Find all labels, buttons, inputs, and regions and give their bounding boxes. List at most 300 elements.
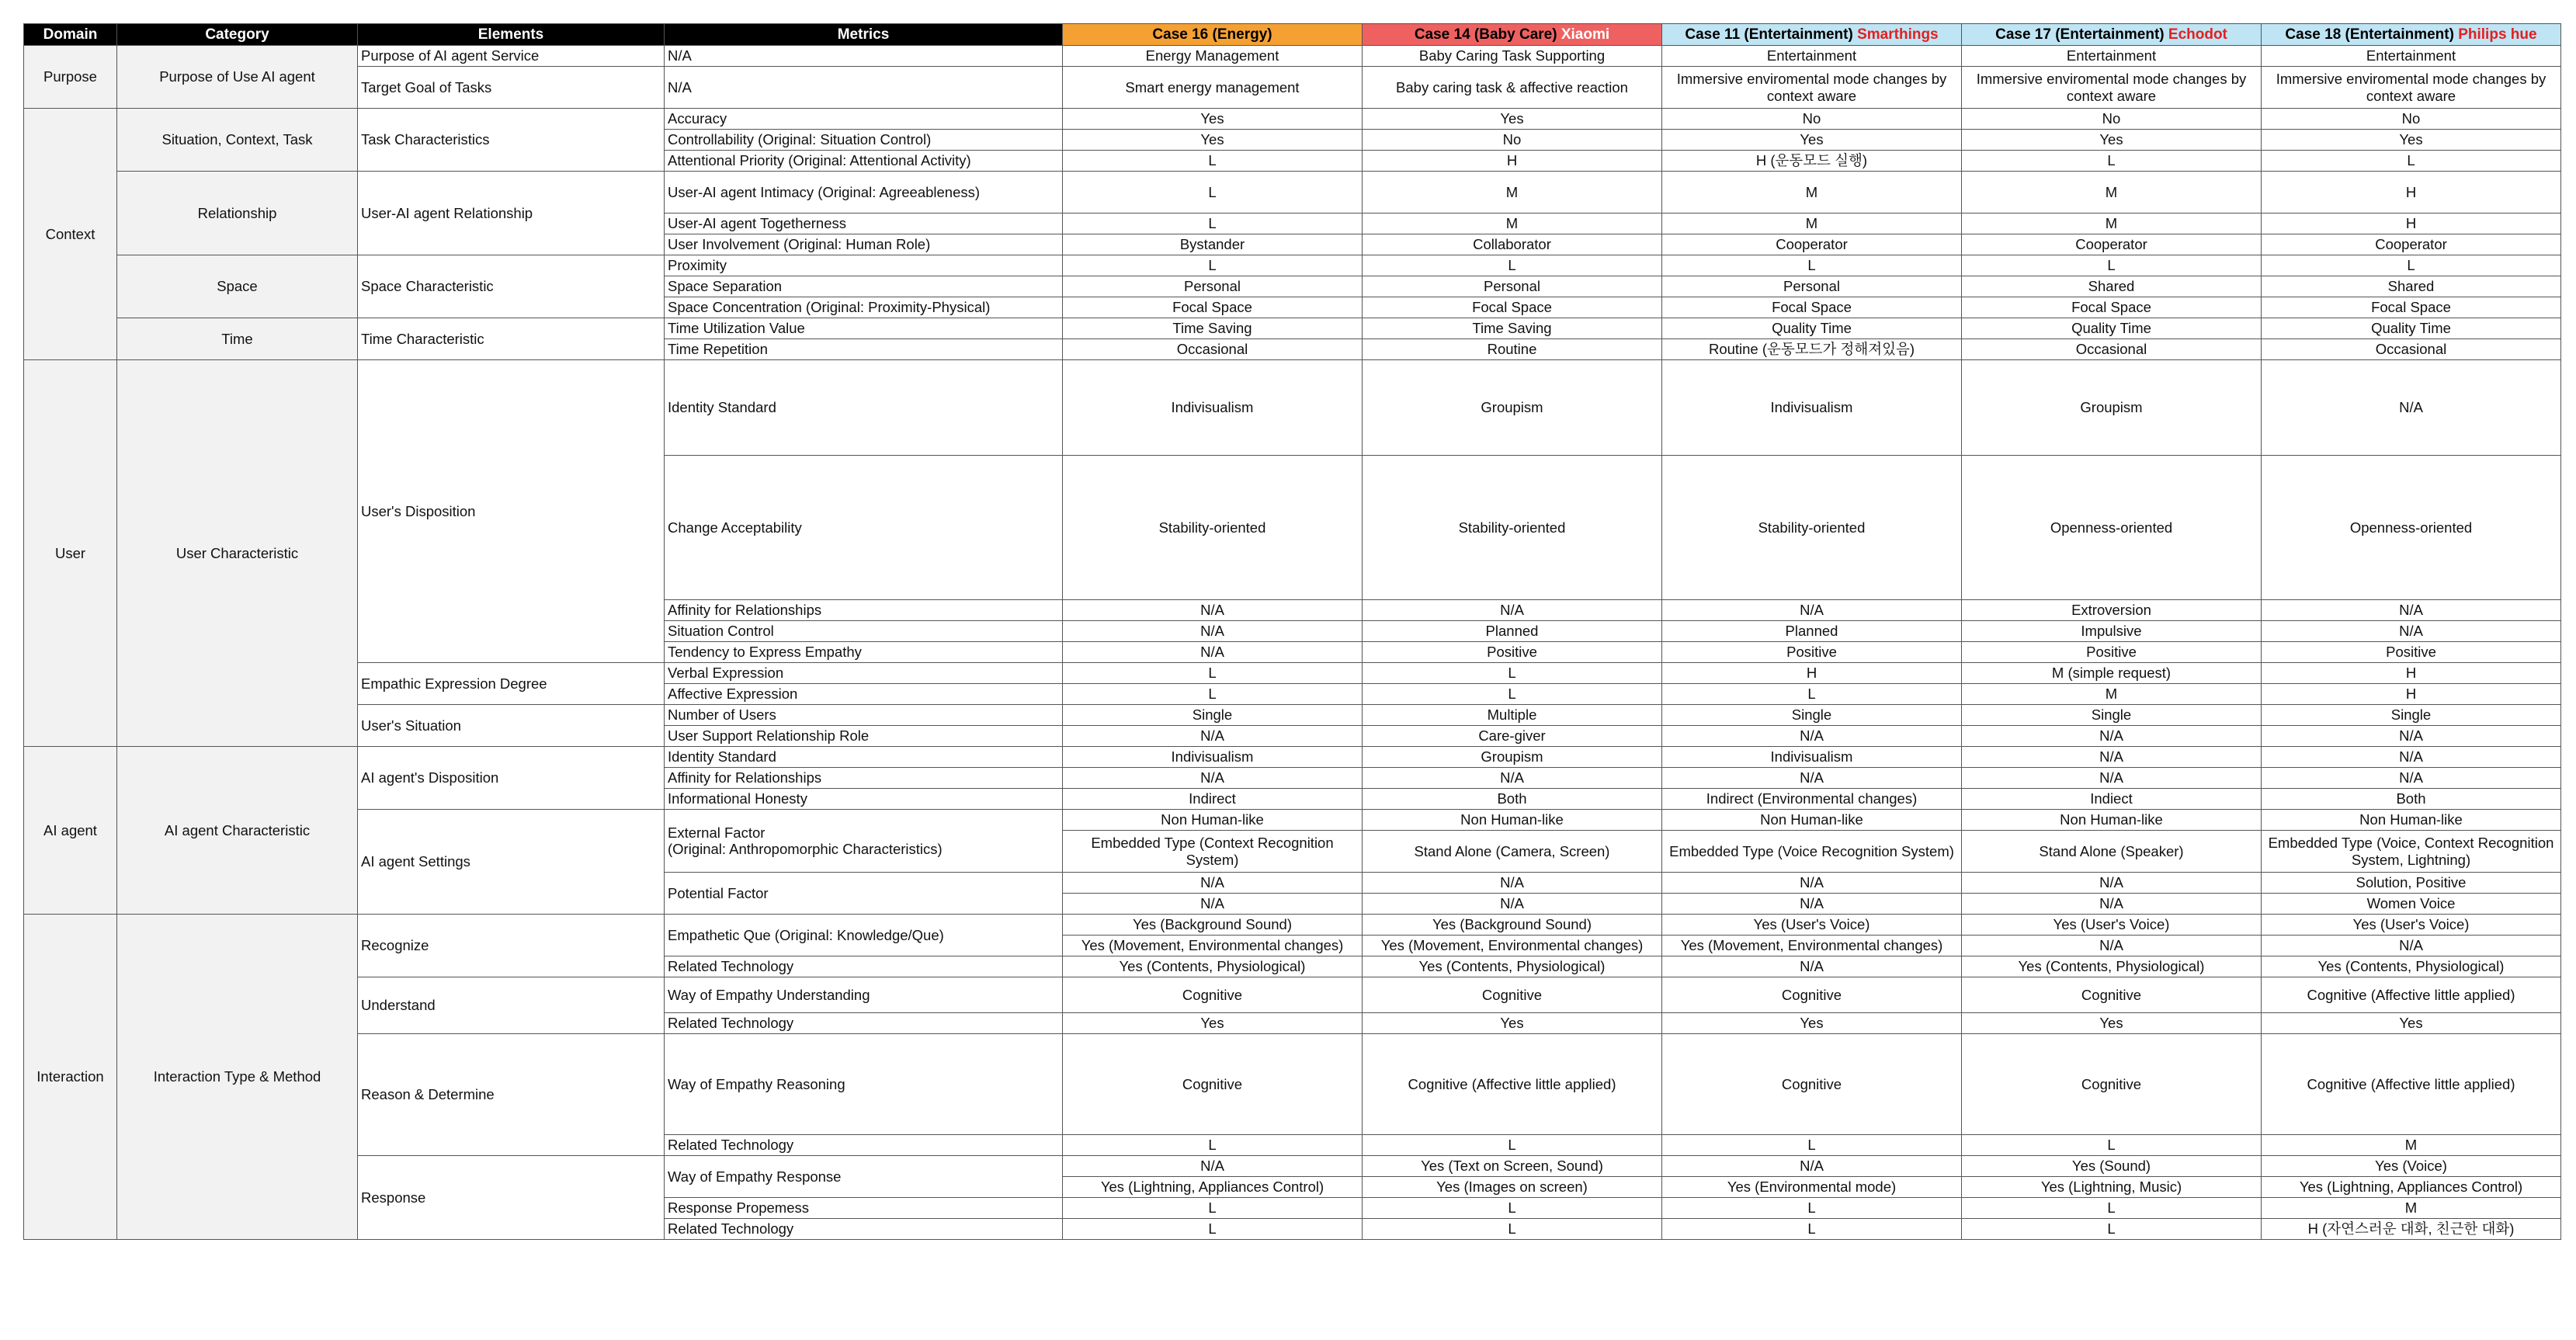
value-cell: N/A [1662, 1156, 1962, 1177]
value-cell: N/A [1662, 768, 1962, 789]
metric-cell: Space Concentration (Original: Proximity-Physical) [665, 297, 1063, 318]
value-cell: Single [2262, 705, 2561, 726]
table-row [24, 46, 2561, 67]
value-cell: N/A [1063, 621, 1363, 642]
value-cell: N/A [1063, 768, 1363, 789]
value-cell: L [1063, 255, 1363, 276]
value-cell: No [1363, 130, 1662, 151]
metric-label: Potential Factor [668, 884, 769, 901]
category-cell: Interaction Type & Method [117, 915, 358, 1240]
value-cell: L [1363, 1219, 1662, 1240]
value-cell: L [1363, 1198, 1662, 1219]
value-cell: M [1363, 213, 1662, 234]
value-cell: Cognitive [1962, 1034, 2262, 1135]
value-cell: Care-giver [1363, 726, 1662, 747]
value-cell: H [1662, 663, 1962, 684]
metric-cell: Space Separation [665, 276, 1063, 297]
metric-cell: Verbal Expression [665, 663, 1063, 684]
element-cell: Understand [358, 977, 665, 1034]
value-cell: H [1363, 151, 1662, 172]
metric-cell [665, 873, 1063, 915]
value-cell: Baby Caring Task Supporting [1363, 46, 1662, 67]
value-cell: Yes (Contents, Physiological) [1962, 956, 2262, 977]
value-cell: N/A [1363, 600, 1662, 621]
table-row [24, 360, 2561, 456]
value-cell: Focal Space [1063, 297, 1363, 318]
metric-cell: Related Technology [665, 1219, 1063, 1240]
value-cell: Focal Space [1363, 297, 1662, 318]
value-cell: Yes (Voice) [2262, 1156, 2561, 1177]
value-cell: N/A [1962, 768, 2262, 789]
value-cell: Non Human-like [1063, 810, 1363, 831]
value-cell: Indivisualism [1063, 360, 1363, 456]
table-row [24, 172, 2561, 213]
metric-cell: Related Technology [665, 1013, 1063, 1034]
header-category: Category [117, 24, 358, 46]
value-cell: Bystander [1063, 234, 1363, 255]
value-cell: Shared [1962, 276, 2262, 297]
value-cell: Quality Time [1962, 318, 2262, 339]
header-domain: Domain [24, 24, 117, 46]
element-cell: Recognize [358, 915, 665, 977]
value-cell: Openness-oriented [1962, 456, 2262, 600]
header-row [24, 24, 2561, 46]
value-cell: L [1063, 1198, 1363, 1219]
table-container [23, 23, 2560, 1240]
value-cell: N/A [1063, 600, 1363, 621]
case-label: Case 17 (Entertainment) [1995, 26, 2165, 43]
value-cell: M [2262, 1135, 2561, 1156]
metric-cell: Informational Honesty [665, 789, 1063, 810]
value-cell: M [1962, 684, 2262, 705]
value-cell: N/A [1662, 956, 1962, 977]
value-cell: Openness-oriented [2262, 456, 2561, 600]
metric-label: Empathetic Que (Original: Knowledge/Que) [668, 926, 944, 943]
value-cell: Yes (Lightning, Appliances Control) [1063, 1177, 1363, 1198]
case-label: Case 11 (Entertainment) [1685, 26, 1853, 43]
value-cell: Yes [1063, 109, 1363, 130]
metric-label: (Original: Anthropomorphic Characteristics) [668, 841, 943, 857]
value-cell: N/A [1063, 894, 1363, 915]
value-cell: Yes [1363, 109, 1662, 130]
value-cell: M (simple request) [1962, 663, 2262, 684]
value-cell: Immersive enviromental mode changes by context aware [2262, 67, 2561, 109]
value-cell: Yes (Lightning, Appliances Control) [2262, 1177, 2561, 1198]
category-cell: Time [117, 318, 358, 360]
value-cell: Personal [1063, 276, 1363, 297]
value-cell: Yes [2262, 130, 2561, 151]
value-cell: Yes (Contents, Physiological) [1063, 956, 1363, 977]
value-cell: Entertainment [1662, 46, 1962, 67]
value-cell: Yes [1363, 1013, 1662, 1034]
metric-cell: Response Propemess [665, 1198, 1063, 1219]
value-cell: Yes (Movement, Environmental changes) [1063, 936, 1363, 956]
value-cell: Extroversion [1962, 600, 2262, 621]
value-cell: Cognitive (Affective little applied) [2262, 977, 2561, 1013]
metric-label: External Factor [668, 824, 766, 841]
value-cell: H (운동모드 실행) [1662, 151, 1962, 172]
value-cell: Yes (Sound) [1962, 1156, 2262, 1177]
value-cell: Shared [2262, 276, 2561, 297]
value-cell: Single [1662, 705, 1962, 726]
value-cell: N/A [1063, 642, 1363, 663]
value-cell: Cognitive [1662, 977, 1962, 1013]
value-cell: N/A [1662, 726, 1962, 747]
value-cell: Indivisualism [1662, 747, 1962, 768]
value-cell: Yes (Contents, Physiological) [1363, 956, 1662, 977]
element-cell: Time Characteristic [358, 318, 665, 360]
category-cell: Space [117, 255, 358, 318]
value-cell: Stand Alone (Camera, Screen) [1363, 831, 1662, 873]
value-cell: Both [2262, 789, 2561, 810]
metric-cell: Way of Empathy Reasoning [665, 1034, 1063, 1135]
metric-cell: Time Utilization Value [665, 318, 1063, 339]
element-cell: User's Situation [358, 705, 665, 747]
value-cell: Entertainment [2262, 46, 2561, 67]
domain-cell: Purpose [24, 46, 117, 109]
value-cell: Smart energy management [1063, 67, 1363, 109]
element-cell: Purpose of AI agent Service [358, 46, 665, 67]
value-cell: Yes [1962, 1013, 2262, 1034]
value-cell: Routine [1363, 339, 1662, 360]
value-cell: Cognitive [1662, 1034, 1962, 1135]
value-cell: N/A [2262, 726, 2561, 747]
value-cell: L [1063, 151, 1363, 172]
value-cell: Embedded Type (Voice, Context Recognition System, Lightning) [2262, 831, 2561, 873]
value-cell: L [1962, 151, 2262, 172]
metric-cell: Related Technology [665, 956, 1063, 977]
value-cell: Cognitive [1962, 977, 2262, 1013]
metric-cell: User Involvement (Original: Human Role) [665, 234, 1063, 255]
metric-cell: N/A [665, 67, 1063, 109]
value-cell: N/A [1962, 936, 2262, 956]
element-cell: AI agent's Disposition [358, 747, 665, 810]
value-cell: Non Human-like [1662, 810, 1962, 831]
value-cell: H [2262, 663, 2561, 684]
value-cell: Yes (Movement, Environmental changes) [1662, 936, 1962, 956]
value-cell: Time Saving [1063, 318, 1363, 339]
value-cell: N/A [2262, 747, 2561, 768]
category-cell: AI agent Characteristic [117, 747, 358, 915]
domain-cell: AI agent [24, 747, 117, 915]
value-cell: Indiect [1962, 789, 2262, 810]
value-cell: Cognitive [1363, 977, 1662, 1013]
table-row [24, 318, 2561, 339]
metric-cell [665, 915, 1063, 956]
value-cell: Quality Time [2262, 318, 2561, 339]
value-cell: Yes [1962, 130, 2262, 151]
value-cell: N/A [1363, 768, 1662, 789]
value-cell: Collaborator [1363, 234, 1662, 255]
value-cell: Embedded Type (Voice Recognition System) [1662, 831, 1962, 873]
value-cell: M [1962, 172, 2262, 213]
value-cell: Single [1063, 705, 1363, 726]
value-cell: M [1662, 172, 1962, 213]
element-cell: Space Characteristic [358, 255, 665, 318]
value-cell: N/A [1063, 1156, 1363, 1177]
metric-cell [665, 1156, 1063, 1198]
value-cell: N/A [1063, 726, 1363, 747]
value-cell: L [2262, 255, 2561, 276]
value-cell: L [1662, 1198, 1962, 1219]
value-cell: No [1662, 109, 1962, 130]
value-cell: L [1363, 663, 1662, 684]
value-cell: L [1662, 1135, 1962, 1156]
value-cell: Yes [1662, 1013, 1962, 1034]
value-cell: Focal Space [1962, 297, 2262, 318]
metric-cell: N/A [665, 46, 1063, 67]
metric-cell: Identity Standard [665, 747, 1063, 768]
value-cell: N/A [1662, 600, 1962, 621]
value-cell: L [1063, 1219, 1363, 1240]
element-cell: AI agent Settings [358, 810, 665, 915]
table-row [24, 915, 2561, 936]
value-cell: Immersive enviromental mode changes by context aware [1662, 67, 1962, 109]
table-row [24, 663, 2561, 684]
value-cell: L [1662, 1219, 1962, 1240]
value-cell: Groupism [1962, 360, 2262, 456]
value-cell: Groupism [1363, 360, 1662, 456]
metric-cell: Proximity [665, 255, 1063, 276]
value-cell: Yes (Background Sound) [1363, 915, 1662, 936]
value-cell: Indivisualism [1662, 360, 1962, 456]
value-cell: Non Human-like [1363, 810, 1662, 831]
value-cell: Routine (운동모드가 정해져있음) [1662, 339, 1962, 360]
value-cell: Cooperator [1662, 234, 1962, 255]
value-cell: Planned [1662, 621, 1962, 642]
metric-cell: User-AI agent Togetherness [665, 213, 1063, 234]
value-cell: Occasional [1962, 339, 2262, 360]
value-cell: L [1063, 213, 1363, 234]
value-cell: Solution, Positive [2262, 873, 2561, 894]
value-cell: H [2262, 172, 2561, 213]
table-row [24, 1034, 2561, 1135]
header-case-17 [1962, 24, 2262, 46]
value-cell: Baby caring task & affective reaction [1363, 67, 1662, 109]
value-cell: N/A [1662, 873, 1962, 894]
value-cell: L [2262, 151, 2561, 172]
category-cell: User Characteristic [117, 360, 358, 747]
value-cell: L [1063, 663, 1363, 684]
value-cell: Stability-oriented [1063, 456, 1363, 600]
header-case-18 [2262, 24, 2561, 46]
value-cell: Yes (Environmental mode) [1662, 1177, 1962, 1198]
value-cell: Positive [1363, 642, 1662, 663]
value-cell: H [2262, 684, 2561, 705]
value-cell: Stability-oriented [1662, 456, 1962, 600]
value-cell: Yes (Movement, Environmental changes) [1363, 936, 1662, 956]
value-cell: Embedded Type (Context Recognition System) [1063, 831, 1363, 873]
value-cell: N/A [1363, 873, 1662, 894]
metric-cell: Controllability (Original: Situation Control) [665, 130, 1063, 151]
category-cell: Purpose of Use AI agent [117, 46, 358, 109]
domain-cell: User [24, 360, 117, 747]
value-cell: N/A [1962, 726, 2262, 747]
value-cell: Indivisualism [1063, 747, 1363, 768]
value-cell: Non Human-like [2262, 810, 2561, 831]
category-cell: Situation, Context, Task [117, 109, 358, 172]
table-row [24, 977, 2561, 1013]
element-cell: User-AI agent Relationship [358, 172, 665, 255]
case-label: Case 16 (Energy) [1152, 26, 1272, 43]
metric-cell: Tendency to Express Empathy [665, 642, 1063, 663]
empathy-case-comparison-table [23, 23, 2561, 1240]
value-cell: L [1962, 255, 2262, 276]
value-cell: Cooperator [1962, 234, 2262, 255]
case-label: Case 14 (Baby Care) [1414, 26, 1557, 43]
value-cell: Cooperator [2262, 234, 2561, 255]
value-cell: Focal Space [1662, 297, 1962, 318]
metric-cell: Affinity for Relationships [665, 768, 1063, 789]
value-cell: Cognitive (Affective little applied) [2262, 1034, 2561, 1135]
brand-label: Echodot [2168, 26, 2227, 43]
metric-cell: Change Acceptability [665, 456, 1063, 600]
element-cell: Task Characteristics [358, 109, 665, 172]
table-row [24, 67, 2561, 109]
value-cell: Yes (Images on screen) [1363, 1177, 1662, 1198]
brand-label: Xiaomi [1561, 26, 1610, 43]
value-cell: Indirect (Environmental changes) [1662, 789, 1962, 810]
value-cell: Yes (User's Voice) [2262, 915, 2561, 936]
value-cell: M [2262, 1198, 2561, 1219]
value-cell: Energy Management [1063, 46, 1363, 67]
value-cell: N/A [2262, 621, 2561, 642]
value-cell: N/A [1962, 873, 2262, 894]
value-cell: Stability-oriented [1363, 456, 1662, 600]
metric-cell: Affective Expression [665, 684, 1063, 705]
value-cell: N/A [1063, 873, 1363, 894]
table-body [24, 46, 2561, 1240]
value-cell: Yes [1063, 130, 1363, 151]
header-case-14 [1363, 24, 1662, 46]
value-cell: N/A [2262, 936, 2561, 956]
value-cell: L [1962, 1135, 2262, 1156]
category-cell: Relationship [117, 172, 358, 255]
value-cell: Groupism [1363, 747, 1662, 768]
element-cell: Reason & Determine [358, 1034, 665, 1156]
table-row [24, 705, 2561, 726]
value-cell: L [1962, 1219, 2262, 1240]
value-cell: No [2262, 109, 2561, 130]
value-cell: Stand Alone (Speaker) [1962, 831, 2262, 873]
metric-cell: Number of Users [665, 705, 1063, 726]
case-label: Case 18 (Entertainment) [2285, 26, 2454, 43]
value-cell: L [1662, 684, 1962, 705]
element-cell: Target Goal of Tasks [358, 67, 665, 109]
value-cell: Non Human-like [1962, 810, 2262, 831]
value-cell: Women Voice [2262, 894, 2561, 915]
value-cell: Yes [2262, 1013, 2561, 1034]
value-cell: N/A [1662, 894, 1962, 915]
value-cell: N/A [2262, 768, 2561, 789]
value-cell: Occasional [1063, 339, 1363, 360]
value-cell: H [2262, 213, 2561, 234]
value-cell: Yes [1662, 130, 1962, 151]
metric-cell: Time Repetition [665, 339, 1063, 360]
value-cell: Positive [2262, 642, 2561, 663]
table-row [24, 747, 2561, 768]
metric-cell: User Support Relationship Role [665, 726, 1063, 747]
value-cell: Occasional [2262, 339, 2561, 360]
metric-cell: Related Technology [665, 1135, 1063, 1156]
value-cell: Personal [1363, 276, 1662, 297]
element-cell: Response [358, 1156, 665, 1240]
value-cell: Impulsive [1962, 621, 2262, 642]
metric-cell: Identity Standard [665, 360, 1063, 456]
element-cell: Empathic Expression Degree [358, 663, 665, 705]
value-cell: Yes [1063, 1013, 1363, 1034]
value-cell: H (자연스러운 대화, 친근한 대화) [2262, 1219, 2561, 1240]
value-cell: Personal [1662, 276, 1962, 297]
value-cell: Quality Time [1662, 318, 1962, 339]
value-cell: Focal Space [2262, 297, 2561, 318]
value-cell: Indirect [1063, 789, 1363, 810]
metric-cell: Affinity for Relationships [665, 600, 1063, 621]
value-cell: Cognitive [1063, 1034, 1363, 1135]
metric-cell: Situation Control [665, 621, 1063, 642]
value-cell: Yes (Lightning, Music) [1962, 1177, 2262, 1198]
value-cell: Yes (Text on Screen, Sound) [1363, 1156, 1662, 1177]
header-metrics: Metrics [665, 24, 1063, 46]
header-elements: Elements [358, 24, 665, 46]
value-cell: Positive [1662, 642, 1962, 663]
value-cell: L [1363, 684, 1662, 705]
domain-cell: Interaction [24, 915, 117, 1240]
domain-cell: Context [24, 109, 117, 360]
header-case-11 [1662, 24, 1962, 46]
value-cell: M [1662, 213, 1962, 234]
value-cell: M [1363, 172, 1662, 213]
metric-cell: Accuracy [665, 109, 1063, 130]
value-cell: L [1363, 255, 1662, 276]
table-row [24, 810, 2561, 831]
value-cell: L [1063, 1135, 1363, 1156]
table-row [24, 109, 2561, 130]
table-row [24, 255, 2561, 276]
value-cell: Cognitive [1063, 977, 1363, 1013]
value-cell: L [1962, 1198, 2262, 1219]
value-cell: N/A [2262, 600, 2561, 621]
value-cell: Planned [1363, 621, 1662, 642]
brand-label: Smarthings [1857, 26, 1939, 43]
value-cell: L [1063, 684, 1363, 705]
element-cell: User's Disposition [358, 360, 665, 663]
value-cell: N/A [1962, 894, 2262, 915]
table-row [24, 1156, 2561, 1177]
value-cell: Cognitive (Affective little applied) [1363, 1034, 1662, 1135]
value-cell: No [1962, 109, 2262, 130]
value-cell: N/A [1363, 894, 1662, 915]
value-cell: Multiple [1363, 705, 1662, 726]
value-cell: Yes (User's Voice) [1662, 915, 1962, 936]
value-cell: Yes (Contents, Physiological) [2262, 956, 2561, 977]
value-cell: L [1662, 255, 1962, 276]
value-cell: Time Saving [1363, 318, 1662, 339]
header-case-16 [1063, 24, 1363, 46]
value-cell: Both [1363, 789, 1662, 810]
value-cell: Yes (Background Sound) [1063, 915, 1363, 936]
value-cell: N/A [1962, 747, 2262, 768]
value-cell: Entertainment [1962, 46, 2262, 67]
value-cell: Single [1962, 705, 2262, 726]
metric-cell: User-AI agent Intimacy (Original: Agreeableness) [665, 172, 1063, 213]
metric-cell: Attentional Priority (Original: Attentional Activity) [665, 151, 1063, 172]
metric-cell [665, 810, 1063, 873]
value-cell: L [1063, 172, 1363, 213]
metric-cell: Way of Empathy Understanding [665, 977, 1063, 1013]
value-cell: Positive [1962, 642, 2262, 663]
value-cell: M [1962, 213, 2262, 234]
